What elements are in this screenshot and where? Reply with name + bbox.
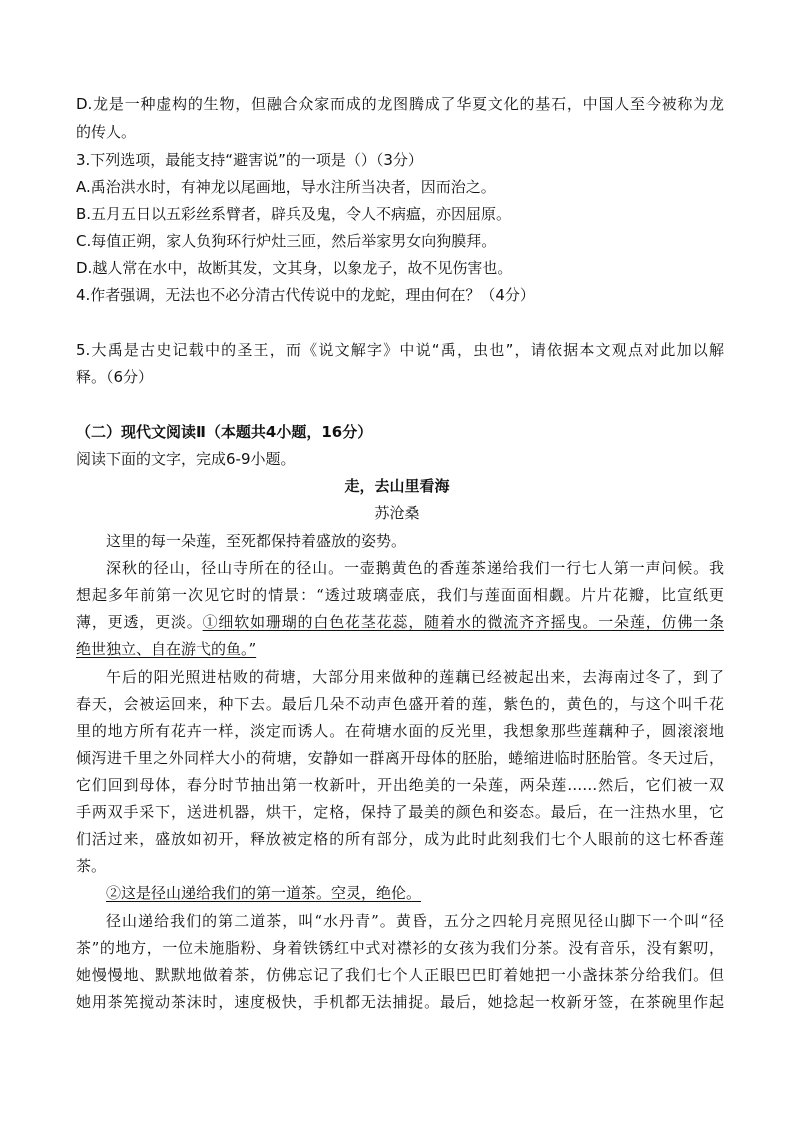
paragraph-2-plain-text: 薄，更透，更淡。 [76,613,203,631]
paragraph-5-line-1: 径山递给我们的第二道茶，叫“水丹青”。黄昏，五分之四轮月亮照见径山脚下一个叫“径 [106,912,724,930]
paragraph-2-line-2: 想起多年前第一次见它时的情景：“透过玻璃壶底，我们与莲面面相觑。片片花瓣，比宣纸更 [76,586,724,604]
question-5-line-2: 释。（6分） [76,368,154,386]
question-3-option-a: A.禹治洪水时，有神龙以尾画地，导水注所当决者，因而治之。 [76,178,496,196]
paragraph-2-line-4 [76,638,724,660]
question-4: 4.作者强调，无法也不必分清古代传说中的龙蛇，理由何在？（4分） [76,286,535,304]
paragraph-3-line-5: 它们回到母体，春分时节抽出第一枚新叶，开出绝美的一朵莲，两朵莲……然后，它们被一双 [76,776,724,794]
paragraph-3-line-3: 里的地方所有花卉一样，淡定而诱人。在荷塘水面的反光里，我想象那些莲藕种子，圆滚滚地 [76,722,724,740]
paragraph-2-line-3 [76,611,724,633]
underlined-sentence-2: ②这是径山递给我们的第一道茶。空灵，绝伦。 [106,884,422,902]
article-title: 走，去山里看海 [344,477,450,495]
option-d-line-2: 的传人。 [76,123,137,141]
question-5-line-1: 5.大禹是古史记载中的圣王，而《说文解字》中说“禹，虫也”，请依据本文观点对此加以解 [76,341,724,359]
option-d-line-1: D.龙是一种虚构的生物，但融合众家而成的龙图腾成了华夏文化的基石，中国人至今被称为龙 [76,95,724,113]
paragraph-1: 这里的每一朵莲，至死都保持着盛放的姿势。 [106,532,407,550]
article-author: 苏沧桑 [374,504,420,522]
underlined-sentence-1-end: 绝世独立、自在游弋的鱼。” [76,640,257,658]
question-3-stem: 3.下列选项，最能支持“避害说”的一项是（）（3分） [76,151,423,169]
underlined-sentence-1: ①细软如珊瑚的白色花茎花蕊，随着水的微流齐齐摇曳。一朵莲，仿佛一条 [202,613,724,631]
paragraph-3-line-1: 午后的阳光照进枯败的荷塘，大部分用来做种的莲藕已经被起出来，去海南过冬了，到了 [106,668,724,686]
paragraph-3-line-6: 手两双手采下，送进机器，烘干，定格，保持了最美的颜色和姿态。最后，在一注热水里，它 [76,803,724,821]
paragraph-5-line-4: 她用茶筅搅动茶沫时，速度极快，手机都无法捕捉。最后，她捻起一枚新牙签，在茶碗里作起 [76,993,724,1011]
paragraph-4 [106,882,724,904]
paragraph-3-line-4: 倾泻进千里之外同样大小的荷塘，安静如一群离开母体的胚胎，蜷缩进临时胚胎管。冬天过后， [76,749,724,767]
paragraph-2-line-1: 深秋的径山，径山寺所在的径山。一壶鹅黄色的香莲茶递给我们一行七人第一声问候。我 [106,559,724,577]
question-3-option-b: B.五月五日以五彩丝系臂者，辟兵及鬼，令人不病瘟，亦因屈原。 [76,205,512,223]
paragraph-3-line-8: 茶。 [76,857,107,875]
section-instruction: 阅读下面的文字，完成6-9小题。 [76,450,296,468]
question-3-option-d: D.越人常在水中，故断其发，文其身，以象龙子，故不见伤害也。 [76,259,513,277]
paragraph-5-line-3: 她慢慢地、默默地做着茶，仿佛忘记了我们七个人正眼巴巴盯着她把一小盏抹茶分给我们。但 [76,966,724,984]
paragraph-5-line-2: 茶”的地方，一位未施脂粉、身着铁锈红中式对襟衫的女孩为我们分茶。没有音乐，没有絮叨， [76,939,724,957]
paragraph-3-line-2: 春天，会被运回来，种下去。最后几朵不动声色盛开着的莲，紫色的，黄色的，与这个叫千花 [76,695,724,713]
paragraph-3-line-7: 们活过来，盛放如初开，释放被定格的所有部分，成为此时此刻我们七个人眼前的这七杯香莲 [76,830,724,848]
section-title: （二）现代文阅读Ⅱ（本题共4小题，16分） [76,423,373,441]
question-3-option-c: C.每值正朔，家人负狗环行炉灶三匝，然后举家男女向狗膜拜。 [76,232,497,250]
